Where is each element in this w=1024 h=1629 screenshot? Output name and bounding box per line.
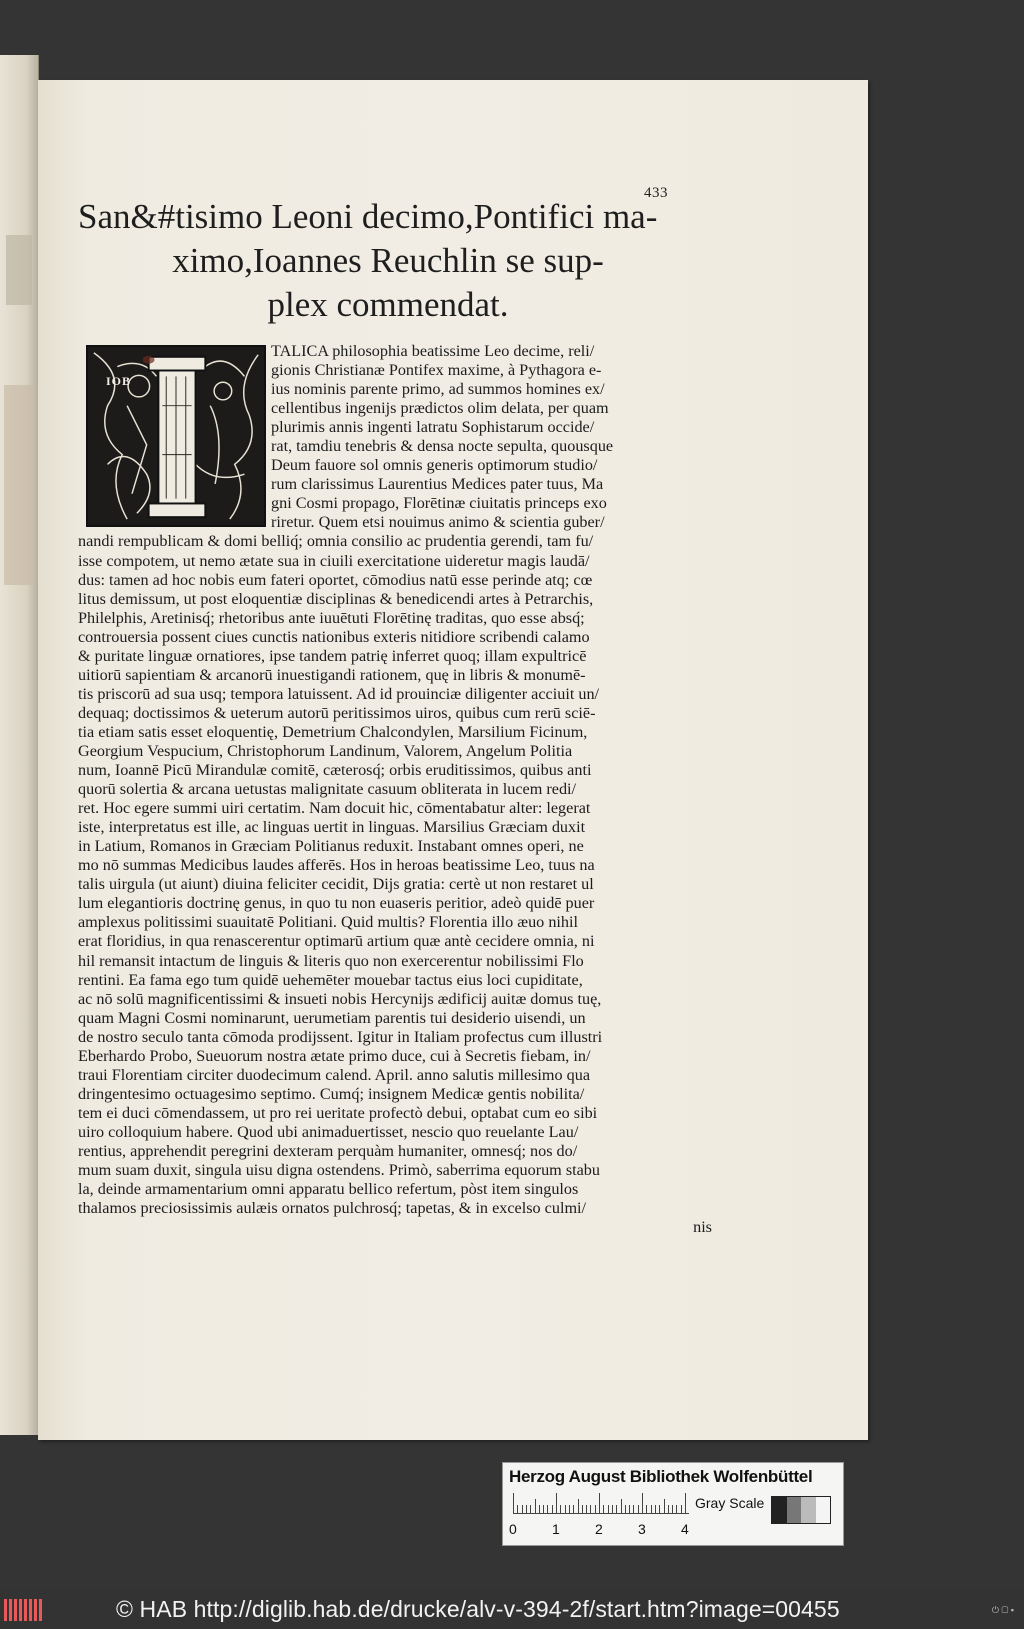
ruler-tick: [625, 1505, 626, 1513]
body-line: tia etiam satis esset eloquentię, Demetrium Chalcondylen, Marsilium Ficinum,: [78, 722, 588, 741]
body-line: lum elegantioris doctrinę genus, in quo tu non euaseris peritior, adeò quidē puer: [78, 894, 595, 913]
ruler-tick: [608, 1505, 609, 1513]
body-line: ac nō solū magnificentissimi & insueti nobis Hercynijs ædificij auitæ domus tuę,: [78, 989, 602, 1008]
hab-logo-icon: [4, 1597, 46, 1623]
ruler-number: 3: [638, 1521, 646, 1537]
ruler-tick: [603, 1505, 604, 1513]
body-line: talis uirgula (ut aiunt) diuina feliciter cecidit, Dijs gratia: certè ut non restaret ul: [78, 875, 594, 894]
body-line: in Latium, Romanos in Græciam Politianus reduxit. Instabant omnes operi, ne: [78, 837, 584, 856]
body-line: tis priscorū ad sua usq; tempora latuissent. Ad id prouinciæ diligenter acciuit un/: [78, 684, 600, 703]
body-line: erat floridius, in qua renascerentur optimarū artium quæ antè cecidere omnia, ni: [78, 932, 595, 951]
ruler-tick: [676, 1505, 677, 1513]
ruler-tick: [612, 1505, 613, 1513]
body-line: Philelphis, Aretinisq́; rhetoribus ante iuuētuti Florētinę traditas, quo esse absq́;: [78, 608, 585, 627]
ruler-tick: [573, 1505, 574, 1513]
body-line: Deum fauore sol omnis generis optimorum studio/: [271, 456, 598, 475]
body-line: thalamos preciosissimis aulæis ornatos pulchrosq́; tapetas, & in excelso culmi/: [78, 1199, 587, 1218]
ruler-tick: [668, 1505, 669, 1513]
gutter-shadow: [4, 385, 34, 585]
ruler-tick: [582, 1505, 583, 1513]
ruler-tick: [530, 1505, 531, 1513]
body-line: rum clarissimus Laurentius Medices pater tuus, Ma: [271, 475, 604, 494]
title-line: San&#tisimo Leoni decimo,Pontifici ma-: [78, 197, 658, 236]
body-line: traui Florentiam circiter duodecimum calend. April. anno salutis millesimo qua: [78, 1065, 591, 1084]
ruler-tick: [556, 1493, 557, 1513]
ruler-tick: [513, 1493, 514, 1513]
footer-icons: ⏻ ▢ ▪: [991, 1605, 1014, 1615]
body-line: hil remansit intactum de linguis & literis quo non exercerentur nobilissimi Flo: [78, 951, 584, 970]
ruler-tick: [655, 1505, 656, 1513]
ruler-tick: [565, 1505, 566, 1513]
body-line: amplexus politissimi suauitatē Politiani. Quid multis? Florentia illo æuo nihil: [78, 913, 578, 932]
body-line: isse compotem, ut nemo ætate sua in ciuili exercitatione uideretur magis laudā/: [78, 551, 590, 570]
ruler-tick: [685, 1493, 686, 1513]
body-line: dus: tamen ad hoc nobis eum fateri oportet, cōmodius natū esse perinde atq; cœ: [78, 570, 593, 589]
body-line: la, deinde armamentarium omni apparatu bellico refertum, pòst item singulos: [78, 1180, 579, 1199]
page-title: [78, 195, 698, 327]
body-line: iste, interpretatus est ille, ac linguas uertit in linguas. Marsilius Græciam duxit: [78, 818, 586, 837]
body-line: quam Magni Cosmi nominarunt, uerumetiam parentis tui desiderio uisendi, un: [78, 1008, 586, 1027]
ruler-number: 1: [552, 1521, 560, 1537]
body-line: gni Cosmi propago, Florētinæ ciuitatis princeps exo: [271, 494, 607, 513]
body-line: nis: [693, 1218, 712, 1237]
title-line: plex commendat.: [267, 285, 509, 324]
ruler-tick: [629, 1505, 630, 1513]
ruler-tick: [599, 1493, 600, 1513]
ruler-tick: [526, 1505, 527, 1513]
footer-bar: [0, 1589, 1024, 1629]
body-line: Georgium Vespucium, Christophorum Landinum, Valorem, Angelum Politia: [78, 741, 573, 760]
ruler-tick: [539, 1505, 540, 1513]
scale-ruler: [513, 1493, 689, 1514]
ruler-number: 2: [595, 1521, 603, 1537]
body-line: cellentibus ingenijs prædictos olim delata, per quam: [271, 399, 609, 418]
book-page: [38, 80, 868, 1440]
gray-swatch: [801, 1497, 816, 1523]
ruler-tick: [681, 1505, 682, 1513]
ruler-tick: [633, 1505, 634, 1513]
color-target: [502, 1462, 844, 1546]
body-line: plurimis annis ingenti latratu Sophistarum occide/: [271, 418, 595, 437]
footer-copyright-url[interactable]: © HAB http://diglib.hab.de/drucke/alv-v-394-2f/start.htm?image=00455: [116, 1596, 840, 1622]
ruler-number: 0: [509, 1521, 517, 1537]
ruler-tick: [590, 1505, 591, 1513]
body-line: rentius, apprehendit peregrini dexteram perquàm humaniter, omnesq́; nos do/: [78, 1141, 578, 1160]
body-text: [78, 342, 712, 1237]
ruler-tick: [547, 1505, 548, 1513]
ruler-tick: [569, 1505, 570, 1513]
ruler-tick: [651, 1505, 652, 1513]
page-number: 433: [644, 185, 668, 201]
woodcut-initial-caption: IOB: [106, 374, 132, 388]
body-line: TALICA philosophia beatissime Leo decime, reli/: [271, 342, 595, 360]
gray-scale-swatches: [771, 1496, 831, 1524]
target-title: Herzog August Bibliothek Wolfenbüttel: [509, 1467, 813, 1486]
ruler-tick: [560, 1505, 561, 1513]
ruler-tick: [672, 1505, 673, 1513]
gutter-shadow: [6, 235, 32, 305]
body-line: riretur. Quem etsi nouimus animo & scientia guber/: [271, 513, 605, 532]
body-line: uiro colloquium habere. Quod ubi animaduertisset, nescio quo reuelante Lau/: [78, 1122, 579, 1141]
body-line: gionis Christianæ Pontifex maxime, à Pythagora e-: [271, 361, 602, 380]
body-line: dringentesimo octuagesimo septimo. Cumq́; insignem Medicæ gentis nobilita/: [78, 1084, 585, 1103]
gray-scale-label: Gray Scale: [695, 1495, 765, 1511]
gray-swatch: [772, 1497, 787, 1523]
body-line: uitiorū sapientiam & arcanorū inuestigandi rationem, quę in libris & monumē-: [78, 665, 586, 684]
ruler-tick: [621, 1499, 622, 1513]
ruler-tick: [535, 1499, 536, 1513]
body-line: rat, tamdiu tenebris & densa nocte sepulta, quousque: [271, 437, 614, 456]
ruler-tick: [517, 1505, 518, 1513]
gray-swatch: [816, 1497, 831, 1523]
ruler-tick: [664, 1499, 665, 1513]
ruler-number: 4: [681, 1521, 689, 1537]
body-line: de nostro seculo tanta cōmoda prodijssent. Igitur in Italiam profectus cum illustri: [78, 1027, 603, 1046]
ruler-tick: [543, 1505, 544, 1513]
body-line: litus demissum, ut post eloquentiæ disciplinas & benedicendi artes à Petrarchis,: [78, 589, 594, 608]
body-line: controuersia possent ciues cunctis nationibus exteris nitidiore scribendi calamo: [78, 627, 590, 646]
body-line: mum suam duxit, singula uisu digna ostendens. Primò, saberrima equorum stabu: [78, 1161, 600, 1180]
ruler-tick: [642, 1493, 643, 1513]
ruler-tick: [595, 1505, 596, 1513]
body-line: ret. Hoc egere summi uiri certatim. Nam docuit hic, cōmentabatur alter: legerat: [78, 799, 591, 818]
body-line: quorū solertia & arcana uetustas malignitate casuum obliterata in lucem redi/: [78, 780, 577, 799]
ruler-tick: [638, 1505, 639, 1513]
ruler-tick: [552, 1505, 553, 1513]
ruler-numbers: [509, 1521, 699, 1539]
gray-swatch: [787, 1497, 802, 1523]
ruler-tick: [522, 1505, 523, 1513]
ruler-tick: [586, 1505, 587, 1513]
ruler-tick: [616, 1505, 617, 1513]
body-line: nandi rempublicam & domi belliq́; omnia consilio ac prudentia gerendi, tam fu/: [78, 532, 594, 551]
body-line: mo nō summas Medicibus laudes afferēs. Hos in heroas beatissime Leo, tuus na: [78, 856, 595, 875]
ruler-tick: [578, 1499, 579, 1513]
body-line: tem ei duci cōmendassem, ut pro rei ueritate profectò debui, optabat cum eo sibi: [78, 1103, 598, 1122]
body-line: & puritate linguæ ornatiores, ipse tandem patrię inferret quoq; illam expultricē: [78, 646, 587, 665]
ruler-tick: [659, 1505, 660, 1513]
facing-page-edge: [0, 55, 39, 1435]
body-line: rentini. Ea fama ego tum quidē uehemēter mouebar tactus eius loci cupiditate,: [78, 970, 583, 989]
body-line: dequaq; doctissimos & ueterum autorū peritissimos uiros, quibus cum rerū sciē-: [78, 703, 596, 722]
body-line: num, Ioannē Picū Mirandulæ comitē, cæterosq́; orbis eruditissimos, quibus anti: [78, 761, 592, 780]
title-line: ximo,Ioannes Reuchlin se sup-: [172, 241, 604, 280]
body-line: ius nominis parente primo, ad summos homines ex/: [271, 380, 605, 399]
ruler-tick: [646, 1505, 647, 1513]
body-line: Eberhardo Probo, Sueuorum nostra ætate primo duce, cui à Secretis fiebam, in/: [78, 1046, 591, 1065]
